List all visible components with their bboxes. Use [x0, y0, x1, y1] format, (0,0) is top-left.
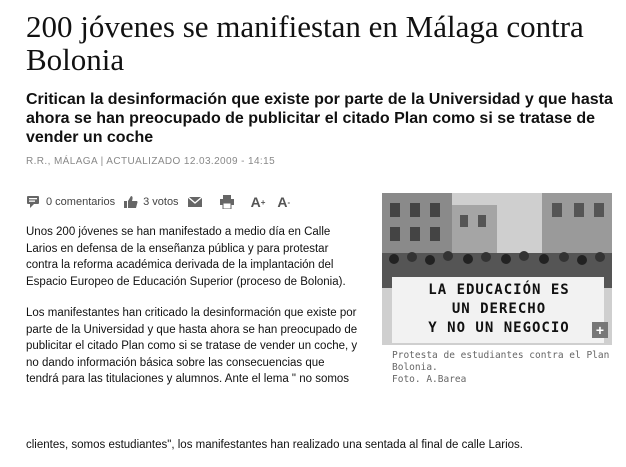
article-paragraph: Unos 200 jóvenes se han manifestado a medio día en Calle Larios en defensa de la enseñanza pública y para protestar contra la reforma académica derivada de la implantación del Espacio Europeo de Educación Superior (proceso de Bolonia).	[26, 226, 346, 288]
banner-text: Y NO UN NEGOCIO	[428, 320, 570, 336]
font-increase-sign: +	[260, 197, 266, 207]
comments-count: 0 comentarios	[46, 196, 116, 208]
font-increase-button[interactable]	[251, 194, 266, 210]
font-increase-icon: A	[250, 194, 261, 210]
banner-text: UN DERECHO	[451, 301, 547, 317]
votes-count: 3 votos	[143, 196, 179, 208]
article-headline: 200 jóvenes se manifiestan en Málaga contra Bolonia	[26, 9, 584, 77]
font-decrease-icon: A	[277, 194, 288, 210]
caption-credit: Foto. A.Barea	[392, 374, 467, 385]
photo-caption	[392, 350, 612, 386]
article-toolbar	[26, 193, 302, 211]
font-decrease-sign: -	[287, 197, 291, 207]
article-paragraph: Los manifestantes han criticado la desinformación que existe por parte de la Universidad y que hasta ahora se han preocupado de publicitar el citado Plan como si se tratase de vender un coche, y no dando información básica sobre las consecuencias que tendrá para las titulaciones y alumnos. Ante el lema " no somos	[26, 307, 358, 385]
comments-link[interactable]	[26, 195, 115, 209]
expand-photo-button[interactable]: +	[592, 322, 608, 338]
article-byline: R.R., MÁLAGA | ACTUALIZADO 12.03.2009 - 14:15	[26, 156, 276, 167]
caption-line: Bolonia.	[392, 362, 438, 373]
article-subheadline: Critican la desinformación que existe por parte de la Universidad y que hasta ahora se han preocupado de publicitar el citado Plan como si se tratase de vender un coche	[26, 91, 613, 146]
caption-line: Protesta de estudiantes contra el Plan	[392, 350, 610, 361]
comment-icon	[26, 195, 42, 209]
print-button[interactable]	[219, 195, 239, 209]
print-icon	[219, 195, 235, 209]
votes-link[interactable]	[123, 195, 178, 209]
article-photo[interactable]	[382, 193, 612, 345]
banner-text: LA EDUCACIÓN ES	[428, 282, 570, 298]
thumbs-up-icon	[123, 195, 139, 209]
font-decrease-button[interactable]	[277, 194, 290, 210]
article-paragraph-continued: clientes, somos estudiantes", los manifestantes han realizado una sentada al final de calle Larios.	[26, 439, 523, 451]
email-icon	[187, 195, 203, 209]
email-button[interactable]	[187, 195, 207, 209]
article-body	[26, 224, 358, 403]
